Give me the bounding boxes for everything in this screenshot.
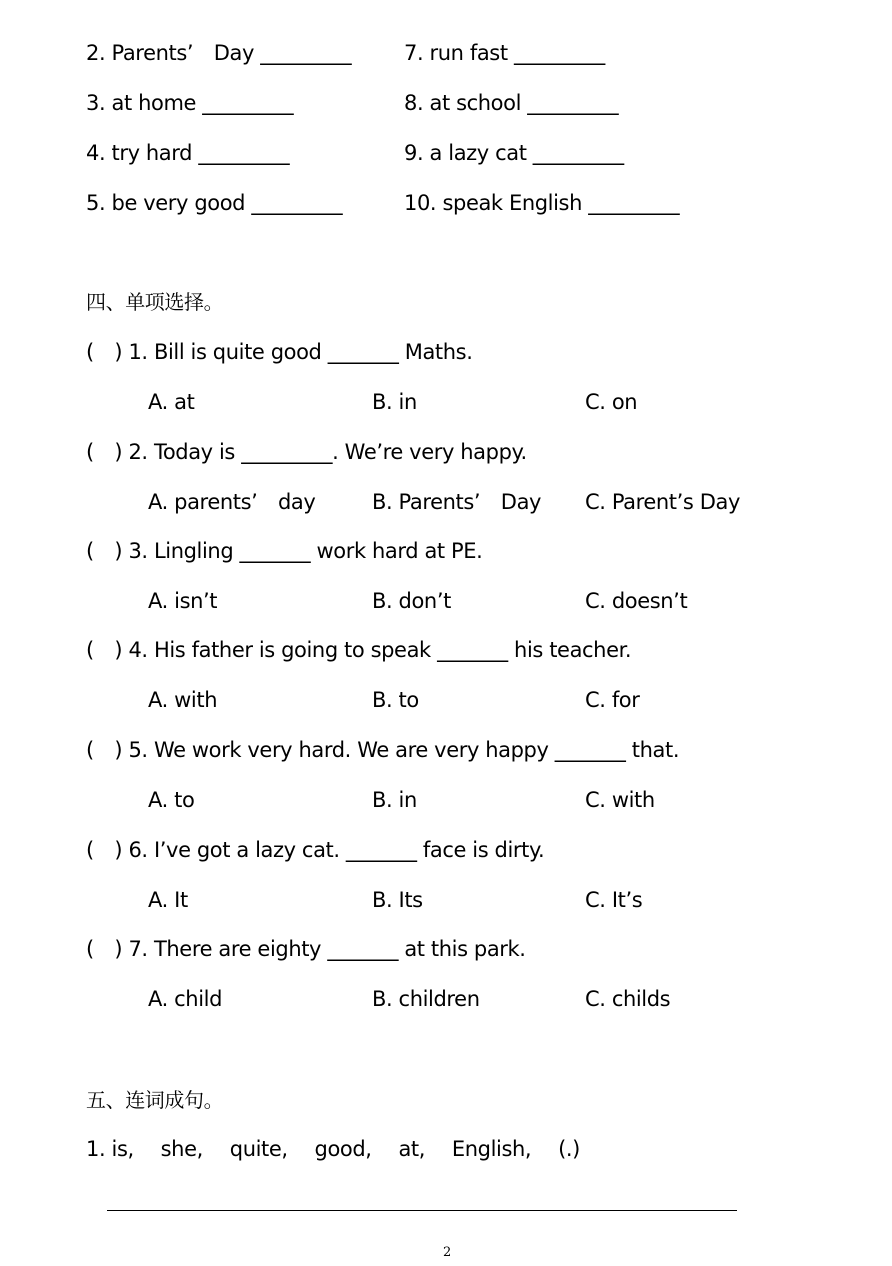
option-c: C. It’s [585, 888, 643, 912]
option-b: B. Parents’ Day [372, 490, 542, 514]
vocab-item-8: 8. at school _________ [404, 91, 619, 115]
section-heading: 四、单项选择。 [86, 290, 224, 314]
question-stem: ( ) 7. There are eighty _______ at this park. [86, 937, 526, 961]
section-heading: 五、连词成句。 [86, 1088, 224, 1112]
question-stem: ( ) 3. Lingling _______ work hard at PE. [86, 539, 483, 563]
option-b: B. in [372, 788, 417, 812]
option-a: A. child [148, 987, 223, 1011]
option-a: A. It [148, 888, 188, 912]
option-c: C. doesn’t [585, 589, 688, 613]
option-b: B. don’t [372, 589, 451, 613]
option-b: B. Its [372, 888, 423, 912]
vocab-item-5: 5. be very good _________ [86, 191, 343, 215]
option-c: C. on [585, 390, 638, 414]
option-b: B. children [372, 987, 480, 1011]
answer-line [107, 1210, 737, 1211]
page-number: 2 [443, 1245, 452, 1260]
option-b: B. to [372, 688, 419, 712]
vocab-item-10: 10. speak English _________ [404, 191, 680, 215]
option-a: A. isn’t [148, 589, 218, 613]
option-a: A. with [148, 688, 218, 712]
question-stem: ( ) 5. We work very hard. We are very happy _______ that. [86, 738, 680, 762]
question-stem: ( ) 6. I’ve got a lazy cat. _______ face is dirty. [86, 838, 545, 862]
option-a: A. at [148, 390, 195, 414]
option-c: C. with [585, 788, 655, 812]
vocab-item-7: 7. run fast _________ [404, 41, 605, 65]
option-a: A. to [148, 788, 195, 812]
question-stem: ( ) 1. Bill is quite good _______ Maths. [86, 340, 473, 364]
option-a: A. parents’ day [148, 490, 316, 514]
option-b: B. in [372, 390, 417, 414]
vocab-item-4: 4. try hard _________ [86, 141, 290, 165]
option-c: C. Parent’s Day [585, 490, 740, 514]
word-order-item: 1. is, she, quite, good, at, English, (.) [86, 1137, 580, 1161]
option-c: C. childs [585, 987, 671, 1011]
vocab-item-3: 3. at home _________ [86, 91, 294, 115]
question-stem: ( ) 2. Today is _________. We’re very happy. [86, 440, 527, 464]
option-c: C. for [585, 688, 640, 712]
vocab-item-2: 2. Parents’ Day _________ [86, 41, 352, 65]
question-stem: ( ) 4. His father is going to speak _______ his teacher. [86, 638, 632, 662]
vocab-item-9: 9. a lazy cat _________ [404, 141, 624, 165]
